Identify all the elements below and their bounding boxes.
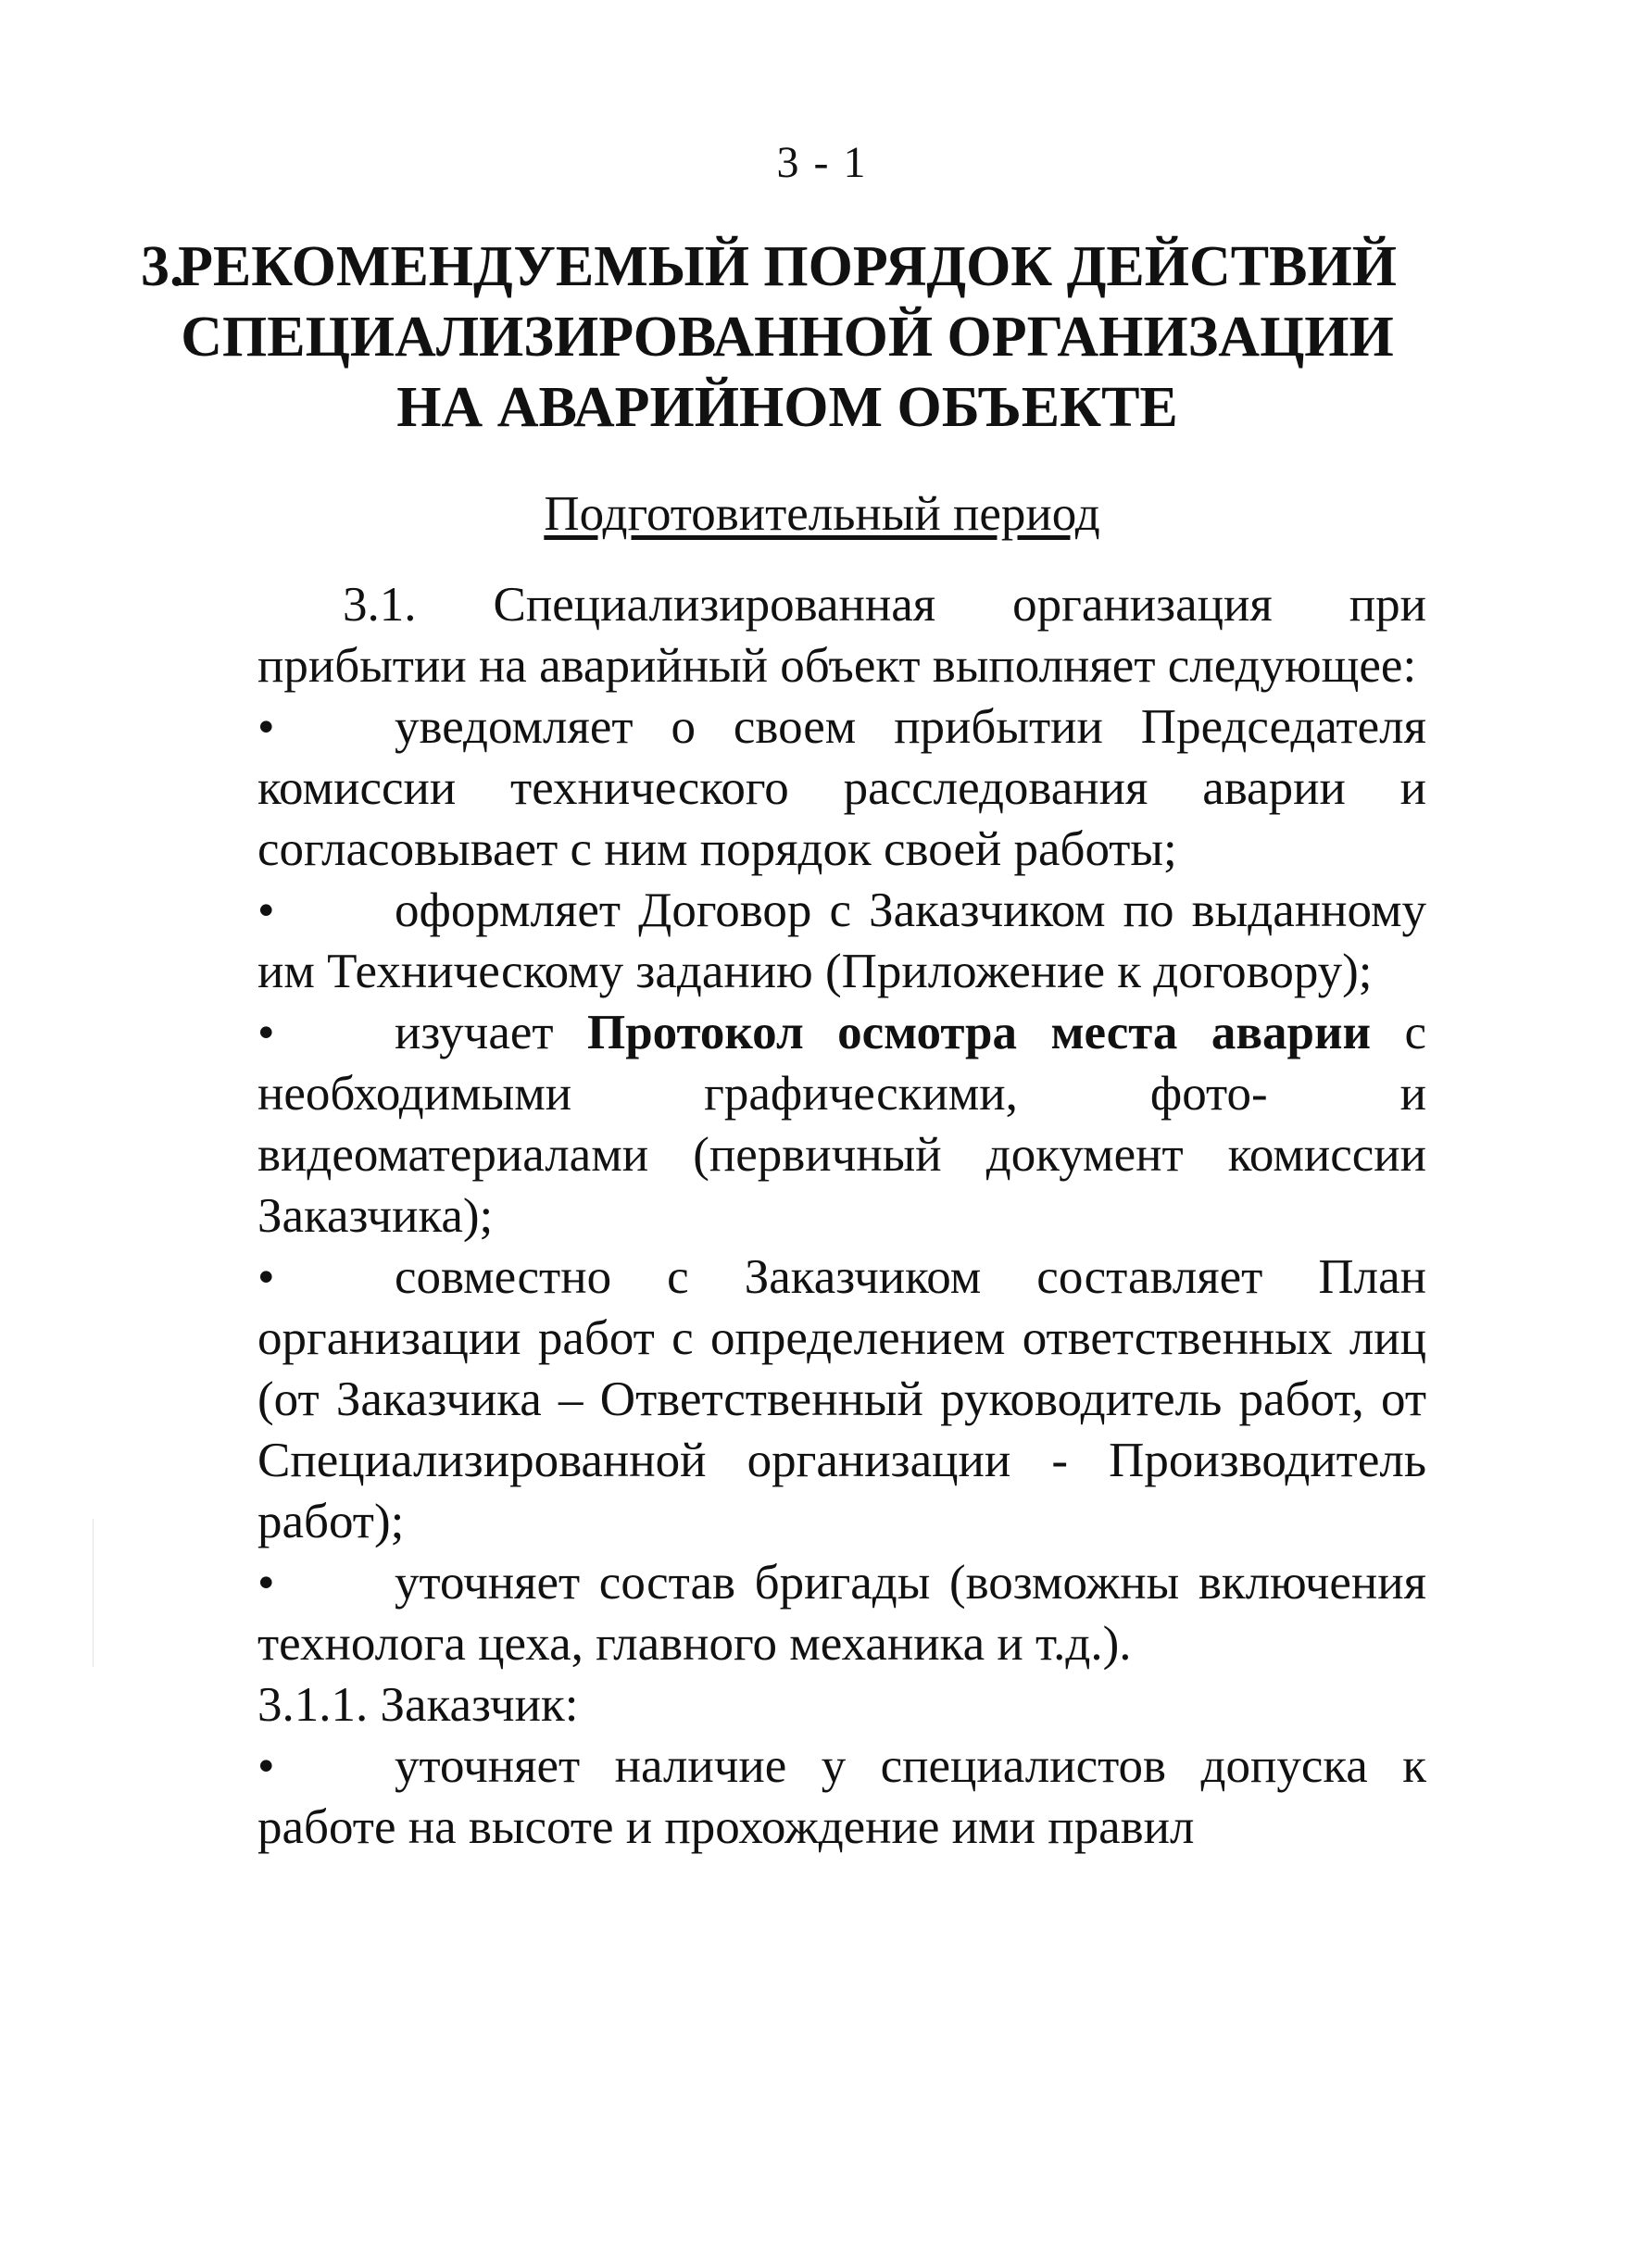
list-item-text: совместно с Заказчиком составляет План организации работ с определением ответственных лиц (от Заказчика – Ответственный руководитель работ, от Специализированной организации - Производитель работ); [257,1250,1426,1548]
bullet-icon: • [257,1556,275,1610]
bullet-icon: • [257,883,275,937]
emphasized-document-title: Протокол осмотра места аварии [586,1006,1372,1059]
chapter-title-line: РЕКОМЕНДУЕМЫЙ ПОРЯДОК ДЕЙСТВИЙ [178,235,1397,298]
list-item-text: уведомляет о своем прибытии Председателя комиссии технического расследования аварии и согласовывает с ним порядок своей работы; [257,700,1426,876]
chapter-title [139,232,1436,443]
list-item [257,696,1426,880]
list-item-text: уточняет наличие у специалистов допуска к работе на высоте и прохождение ими правил [257,1739,1426,1854]
bullet-icon: • [257,1006,275,1059]
list-item [257,880,1426,1002]
list-item-text: уточняет состав бригады (возможны включения технолога цеха, главного механика и т.д.). [257,1556,1426,1671]
list-item-text: оформляет Договор с Заказчиком по выданному им Техническому заданию (Приложение к договору); [257,883,1426,998]
list-item [257,1552,1426,1674]
scan-artifact-line [93,1519,94,1667]
list-item-text: изучает [395,1006,587,1059]
list-item [257,1735,1426,1858]
list-item [257,1002,1426,1247]
bullet-icon: • [257,700,275,754]
chapter-number: 3. [141,235,184,298]
list-item [257,1247,1426,1552]
bullet-icon: • [257,1250,275,1304]
page-number: 3 - 1 [776,138,868,187]
chapter-title-line: НА АВАРИЙНОМ ОБЪЕКТЕ [396,376,1178,439]
clause-intro: 3.1. Специализированная организация при прибытии на аварийный объект выполняет следующее: [257,578,1426,693]
body-text [257,574,1426,1858]
bullet-icon: • [257,1739,275,1793]
section-subtitle: Подготовительный период [544,487,1100,541]
clause-heading: 3.1.1. Заказчик: [257,1678,579,1732]
list-item-text: с необходимыми графическими, фото- и видеоматериалами (первичный документ комиссии Заказчика); [257,1006,1426,1243]
chapter-title-line: СПЕЦИАЛИЗИРОВАННОЙ ОРГАНИЗАЦИИ [181,306,1394,369]
